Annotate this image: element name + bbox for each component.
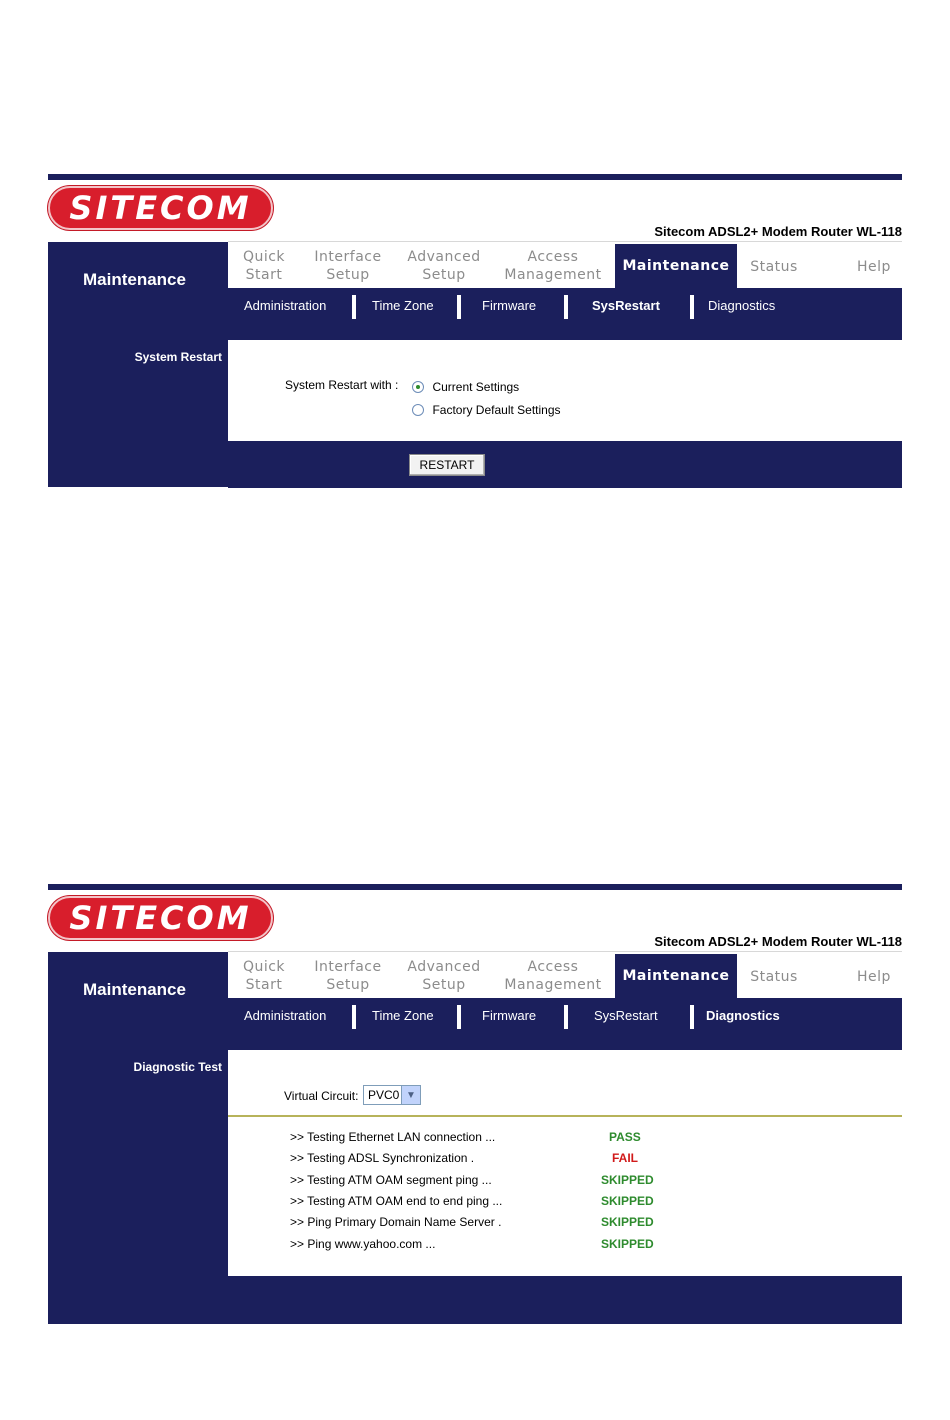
restart-content xyxy=(228,340,902,441)
subtab-firmware[interactable]: Firmware xyxy=(482,298,537,313)
test-result-badge: SKIPPED xyxy=(601,1215,654,1229)
sub-separator xyxy=(564,1005,568,1029)
test-result-badge: SKIPPED xyxy=(601,1173,654,1187)
subtab-diagnostics[interactable]: Diagnostics xyxy=(706,1008,780,1023)
sitecom-logo: SITECOM xyxy=(48,896,273,940)
sub-separator xyxy=(457,1005,461,1029)
product-name: Sitecom ADSL2+ Modem Router WL-118 xyxy=(654,224,902,239)
tab-access-management[interactable] xyxy=(498,248,608,284)
tab-help[interactable]: Help xyxy=(857,969,891,985)
tab-access-management[interactable] xyxy=(498,958,608,994)
tab-label: Advanced xyxy=(407,249,481,265)
sidebar xyxy=(48,952,228,1324)
button-bar xyxy=(228,1276,902,1324)
sub-menu xyxy=(228,998,902,1050)
subtab-administration[interactable]: Administration xyxy=(244,1008,327,1023)
sub-separator xyxy=(352,295,356,319)
tab-label: Management xyxy=(504,977,602,993)
test-row-label: >> Testing Ethernet LAN connection ... xyxy=(290,1130,496,1144)
tab-quick-start[interactable] xyxy=(238,958,290,994)
test-row-label: >> Testing ADSL Synchronization . xyxy=(290,1151,475,1165)
test-row-label: >> Testing ATM OAM segment ping ... xyxy=(290,1173,492,1187)
sub-separator xyxy=(457,295,461,319)
test-row-label: >> Testing ATM OAM end to end ping ... xyxy=(290,1194,503,1208)
sub-separator xyxy=(564,295,568,319)
sitecom-logo: SITECOM xyxy=(48,186,273,230)
tab-maintenance[interactable]: Maintenance xyxy=(615,954,737,998)
sub-separator xyxy=(690,1005,694,1029)
tab-label: Interface xyxy=(314,249,382,265)
main-menu xyxy=(228,242,902,288)
diagnostic-content xyxy=(228,1050,902,1276)
tab-label: Access xyxy=(527,959,579,975)
restart-with-label: System Restart with : xyxy=(285,378,399,392)
virtual-circuit-label: Virtual Circuit: xyxy=(284,1089,359,1103)
test-result-badge: SKIPPED xyxy=(601,1237,654,1251)
subtab-administration[interactable]: Administration xyxy=(244,298,327,313)
tab-label: Start xyxy=(245,977,283,993)
subtab-sysrestart[interactable]: SysRestart xyxy=(592,298,660,313)
radio-current-settings[interactable] xyxy=(412,381,424,393)
test-row-label: >> Ping Primary Domain Name Server . xyxy=(290,1215,502,1229)
tab-label: Interface xyxy=(314,959,382,975)
tab-status[interactable]: Status xyxy=(750,259,798,275)
test-result-badge: SKIPPED xyxy=(601,1194,654,1208)
subtab-time-zone[interactable]: Time Zone xyxy=(372,298,434,313)
sidebar-title: Maintenance xyxy=(83,980,186,999)
tab-label: Start xyxy=(245,267,283,283)
sub-separator xyxy=(352,1005,356,1029)
button-bar xyxy=(228,441,902,488)
test-result-badge: PASS xyxy=(609,1130,641,1144)
tab-label: Setup xyxy=(326,267,370,283)
radio-factory-default[interactable] xyxy=(412,404,424,416)
tab-label: Setup xyxy=(422,267,466,283)
section-label: Diagnostic Test xyxy=(133,1060,222,1074)
tab-label: Management xyxy=(504,267,602,283)
top-bar xyxy=(48,884,902,890)
subtab-firmware[interactable]: Firmware xyxy=(482,1008,537,1023)
tab-label: Quick xyxy=(242,249,286,265)
product-name: Sitecom ADSL2+ Modem Router WL-118 xyxy=(654,934,902,949)
tab-help[interactable]: Help xyxy=(857,259,891,275)
test-result-badge: FAIL xyxy=(612,1151,638,1165)
tab-advanced-setup[interactable] xyxy=(404,958,484,994)
sub-menu xyxy=(228,288,902,340)
option-current-settings[interactable] xyxy=(412,378,519,396)
tab-advanced-setup[interactable] xyxy=(404,248,484,284)
tab-label: Advanced xyxy=(407,959,481,975)
option-label: Factory Default Settings xyxy=(432,403,561,417)
restart-button[interactable]: RESTART xyxy=(409,454,485,476)
main-menu xyxy=(228,952,902,998)
tab-status[interactable]: Status xyxy=(750,969,798,985)
subtab-sysrestart[interactable]: SysRestart xyxy=(594,1008,658,1023)
tab-label: Setup xyxy=(326,977,370,993)
subtab-diagnostics[interactable]: Diagnostics xyxy=(708,298,776,313)
tab-label: Setup xyxy=(422,977,466,993)
tab-interface-setup[interactable] xyxy=(310,958,386,994)
tab-quick-start[interactable] xyxy=(238,248,290,284)
chevron-down-icon[interactable]: ▼ xyxy=(401,1086,420,1104)
sysrestart-panel xyxy=(48,174,902,488)
option-factory-default[interactable] xyxy=(412,401,561,419)
top-bar xyxy=(48,174,902,180)
divider xyxy=(228,1115,902,1117)
section-label: System Restart xyxy=(134,350,222,364)
sidebar xyxy=(48,242,228,487)
tab-label: Access xyxy=(527,249,579,265)
tab-interface-setup[interactable] xyxy=(310,248,386,284)
subtab-time-zone[interactable]: Time Zone xyxy=(372,1008,434,1023)
sidebar-title: Maintenance xyxy=(83,270,186,289)
virtual-circuit-value: PVC0 xyxy=(368,1088,400,1102)
diagnostics-panel xyxy=(48,884,902,1324)
tab-maintenance[interactable]: Maintenance xyxy=(615,244,737,288)
test-row-label: >> Ping www.yahoo.com ... xyxy=(290,1237,436,1251)
sub-separator xyxy=(690,295,694,319)
option-label: Current Settings xyxy=(432,380,520,394)
tab-label: Quick xyxy=(242,959,286,975)
virtual-circuit-select[interactable] xyxy=(363,1085,421,1105)
